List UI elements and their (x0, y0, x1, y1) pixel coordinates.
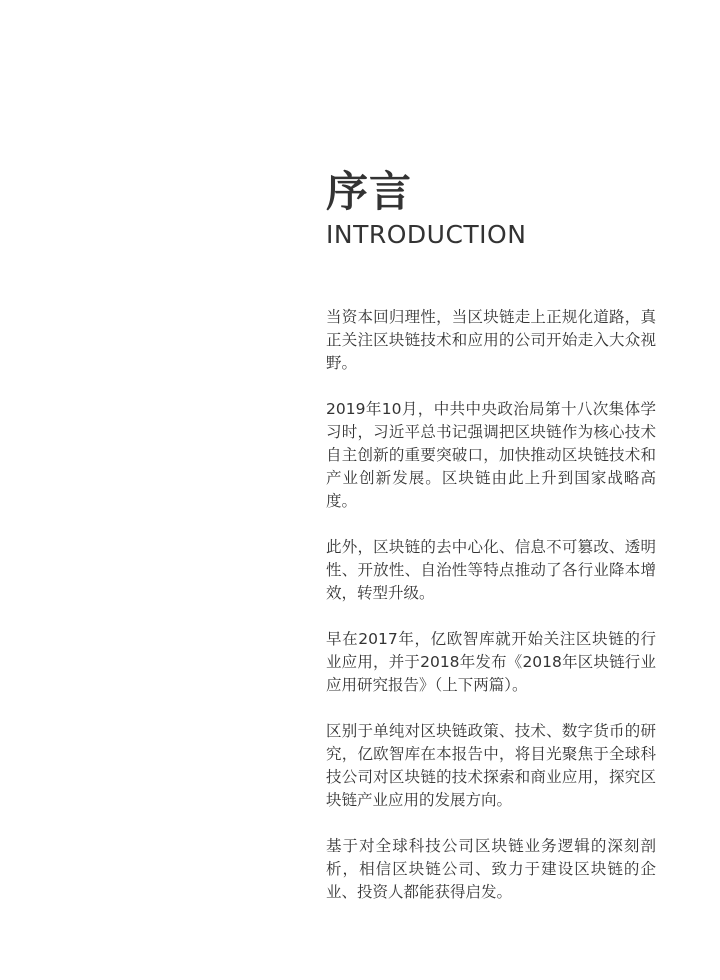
body-text (326, 306, 656, 904)
paragraph-5: 区别于单纯对区块链政策、技术、数字货币的研究，亿欧智库在本报告中，将目光聚焦于全球科技公司对区块链的技术探索和商业应用，探究区块链产业应用的发展方向。 (326, 722, 656, 809)
heading-block (326, 168, 666, 250)
paragraph-2: 2019年10月，中共中央政治局第十八次集体学习时，习近平总书记强调把区块链作为核心技术自主创新的重要突破口，加快推动区块链技术和产业创新发展。区块链由此上升到国家战略高度。 (326, 400, 656, 510)
page-title-chinese: 序言 (326, 167, 413, 216)
paragraph-6: 基于对全球科技公司区块链业务逻辑的深刻剖析，相信区块链公司、致力于建设区块链的企业、投资人都能获得启发。 (326, 837, 656, 901)
paragraph-3: 此外，区块链的去中心化、信息不可篡改、透明性、开放性、自治性等特点推动了各行业降本增效，转型升级。 (326, 538, 656, 602)
paragraph-4: 早在2017年，亿欧智库就开始关注区块链的行业应用，并于2018年发布《2018年区块链行业应用研究报告》（上下两篇）。 (326, 630, 656, 694)
page-title-english: INTRODUCTION (326, 220, 527, 249)
paragraph-1: 当资本回归理性，当区块链走上正规化道路，真正关注区块链技术和应用的公司开始走入大众视野。 (326, 308, 656, 372)
